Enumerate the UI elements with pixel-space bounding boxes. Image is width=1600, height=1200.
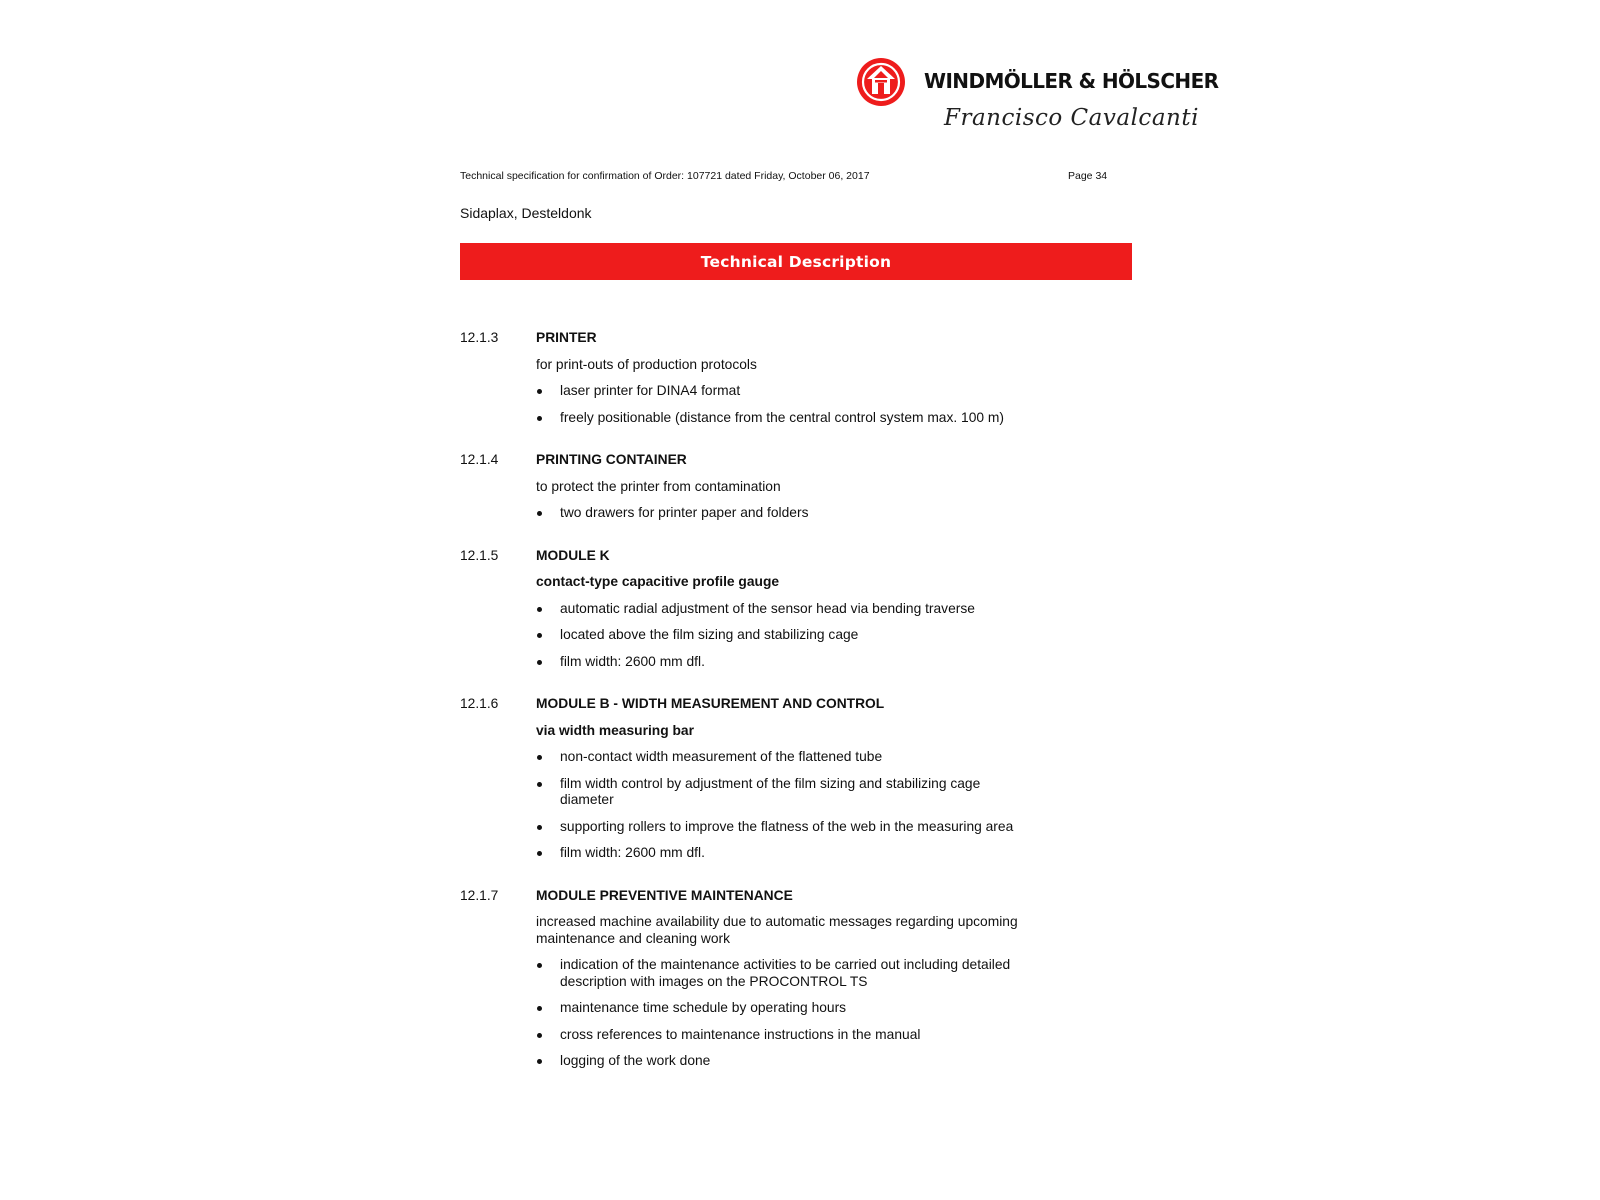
spec-section	[460, 696, 1140, 862]
bullet-icon	[537, 416, 542, 421]
list-item	[536, 601, 1036, 618]
list-item-text: maintenance time schedule by operating hours	[560, 1000, 847, 1015]
list-item	[536, 627, 1036, 644]
list-item-text: film width: 2600 mm dfl.	[560, 653, 705, 669]
list-item	[536, 1000, 1036, 1017]
bullet-list	[536, 957, 1036, 1070]
section-intro: for print-outs of production protocols	[536, 356, 757, 372]
list-item	[536, 819, 1036, 836]
list-item-text: freely positionable (distance from the central control system max. 100 m)	[560, 409, 1004, 425]
list-item-text: located above the film sizing and stabilizing cage	[560, 627, 859, 642]
section-heading	[460, 330, 1140, 347]
section-number: 12.1.4	[460, 452, 499, 467]
spec-line: Technical specification for confirmation of Order: 107721 dated Friday, October 06, 2017	[460, 170, 870, 182]
list-item-text: automatic radial adjustment of the sensor head via bending traverse	[560, 600, 975, 616]
company-logo	[856, 57, 1219, 109]
bullet-icon	[537, 782, 542, 787]
section-body	[536, 479, 1036, 522]
list-item-text: indication of the maintenance activities to be carried out including detailed description with images on the PROCONTROL TS	[560, 957, 1011, 989]
section-intro: contact-type capacitive profile gauge	[536, 574, 780, 589]
bullet-list	[536, 505, 1036, 522]
list-item	[536, 845, 1036, 862]
list-item	[536, 749, 1036, 766]
spec-section	[460, 452, 1140, 522]
section-body	[536, 574, 1036, 670]
list-item-text: laser printer for DINA4 format	[560, 383, 741, 398]
list-item-text: film width control by adjustment of the film sizing and stabilizing cage diameter	[560, 775, 981, 807]
list-item	[536, 1027, 1036, 1044]
section-number: 12.1.6	[460, 696, 499, 711]
bullet-icon	[537, 1006, 542, 1011]
section-title: PRINTER	[536, 330, 597, 345]
list-item	[536, 654, 1036, 671]
section-intro: to protect the printer from contamination	[536, 478, 781, 494]
bullet-icon	[537, 633, 542, 638]
bullet-list	[536, 749, 1036, 862]
list-item	[536, 776, 1036, 809]
bullet-icon	[537, 755, 542, 760]
list-item-text: supporting rollers to improve the flatness of the web in the measuring area	[560, 818, 1014, 834]
brand-name: WINDMÖLLER & HÖLSCHER	[924, 69, 1219, 93]
customer-name: Sidaplax, Desteldonk	[460, 205, 592, 221]
spec-section	[460, 548, 1140, 671]
section-title: MODULE PREVENTIVE MAINTENANCE	[536, 887, 793, 903]
section-heading	[460, 696, 1140, 713]
section-heading	[460, 452, 1140, 469]
section-number: 12.1.5	[460, 547, 499, 563]
bullet-icon	[537, 1059, 542, 1064]
bullet-list	[536, 383, 1036, 426]
section-intro: increased machine availability due to automatic messages regarding upcoming maintenance and cleaning work	[536, 914, 1018, 946]
signature: Francisco Cavalcanti	[944, 105, 1199, 131]
list-item	[536, 957, 1036, 990]
section-number: 12.1.7	[460, 887, 499, 903]
page-number: Page 34	[1068, 170, 1108, 182]
list-item	[536, 410, 1036, 427]
list-item-text: non-contact width measurement of the flattened tube	[560, 749, 883, 764]
section-body	[536, 914, 1036, 1070]
list-item-text: film width: 2600 mm dfl.	[560, 845, 705, 860]
house-logo-icon	[856, 57, 906, 107]
bullet-icon	[537, 963, 542, 968]
list-item	[536, 1053, 1036, 1070]
bullet-icon	[537, 1033, 542, 1038]
bullet-icon	[537, 851, 542, 856]
list-item	[536, 383, 1036, 400]
bullet-icon	[537, 511, 542, 516]
section-title: PRINTING CONTAINER	[536, 452, 687, 467]
document-body	[460, 330, 1140, 1096]
section-body	[536, 723, 1036, 862]
list-item-text: logging of the work done	[560, 1053, 711, 1068]
bullet-icon	[537, 607, 542, 612]
list-item	[536, 505, 1036, 522]
list-item-text: two drawers for printer paper and folders	[560, 505, 809, 520]
section-title: MODULE K	[536, 547, 610, 563]
bullet-icon	[537, 389, 542, 394]
section-title: MODULE B - WIDTH MEASUREMENT AND CONTROL	[536, 696, 885, 711]
section-number: 12.1.3	[460, 330, 499, 345]
section-heading	[460, 548, 1140, 565]
bullet-list	[536, 601, 1036, 671]
section-banner	[460, 243, 1132, 280]
section-body	[536, 357, 1036, 427]
spec-section	[460, 888, 1140, 1070]
bullet-icon	[537, 825, 542, 830]
list-item-text: cross references to maintenance instructions in the manual	[560, 1026, 921, 1042]
spec-section	[460, 330, 1140, 426]
bullet-icon	[537, 660, 542, 665]
section-heading	[460, 888, 1140, 905]
section-intro: via width measuring bar	[536, 722, 694, 738]
banner-title: Technical Description	[700, 252, 892, 271]
